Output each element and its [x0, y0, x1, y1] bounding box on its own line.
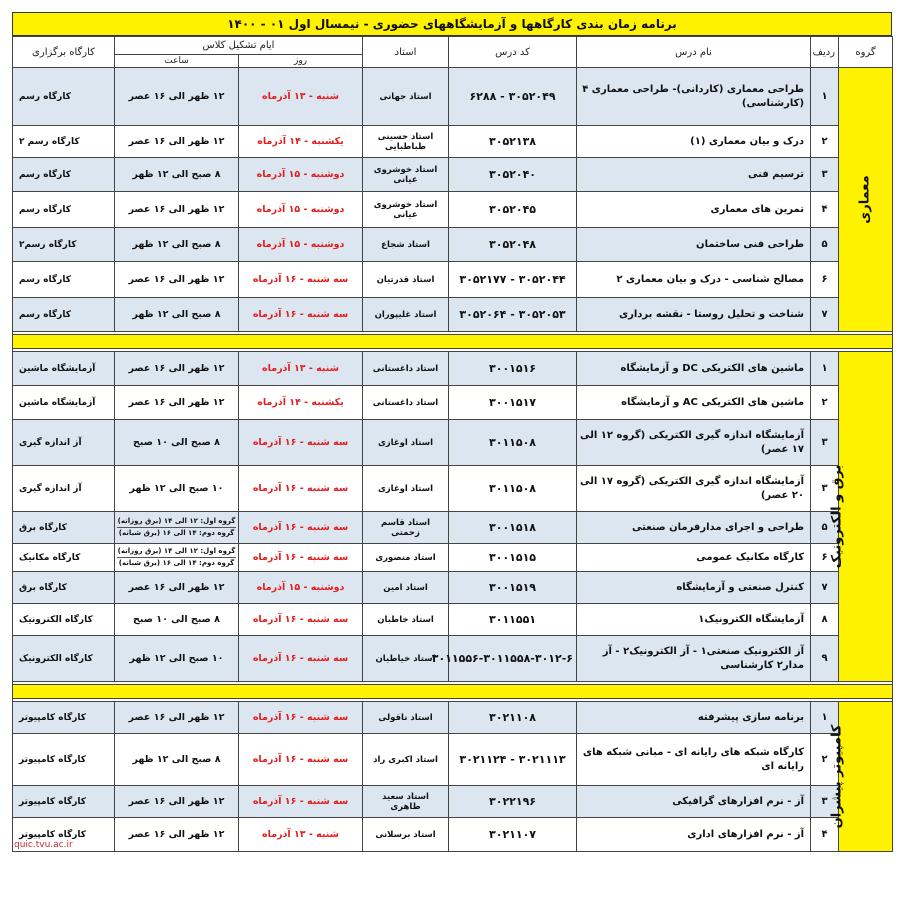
header-day: روز — [239, 55, 363, 68]
header-group: گروه — [839, 37, 893, 68]
course-name: کارگاه مکانیک عمومی — [577, 544, 811, 572]
course-code: ۳۰۵۲۰۴۵ — [449, 192, 577, 228]
course-code: ۳۰۵۲۰۴۴ - ۳۰۵۲۱۷۷ — [449, 262, 577, 298]
row-number: ۵ — [811, 512, 839, 544]
teacher-name: استاد قدرتیان — [363, 262, 449, 298]
header-hour: ساعت — [115, 55, 239, 68]
workshop-name: کارگاه برق — [13, 512, 115, 544]
teacher-name: استاد جهانی — [363, 68, 449, 126]
row-number: ۶ — [811, 544, 839, 572]
class-time: ۸ صبح الی ۱۰ صبح — [115, 604, 239, 636]
header-row-num: ردیف — [811, 37, 839, 68]
workshop-name: کارگاه کامپیوتر — [13, 786, 115, 818]
class-time-group-b: گروه دوم: ۱۴ الی ۱۶ (برق شبانه) — [118, 559, 235, 567]
row-number: ۶ — [811, 262, 839, 298]
class-time: ۸ صبح الی ۱۲ ظهر — [115, 158, 239, 192]
row-number: ۳ — [811, 786, 839, 818]
row-number: ۷ — [811, 298, 839, 332]
group-separator — [13, 335, 893, 349]
course-code: ۳۰۲۱۱۰۷ — [449, 818, 577, 852]
course-code: ۳۰۵۲۰۴۸ — [449, 228, 577, 262]
table-row — [13, 68, 893, 126]
workshop-name: کارگاه رسم — [13, 192, 115, 228]
class-time: ۱۲ ظهر الی ۱۶ عصر — [115, 352, 239, 386]
class-time: ۱۲ ظهر الی ۱۶ عصر — [115, 818, 239, 852]
course-name: تمرین های معماری — [577, 192, 811, 228]
workshop-name: کارگاه رسم — [13, 158, 115, 192]
class-time: ۱۲ ظهر الی ۱۶ عصر — [115, 126, 239, 158]
course-name: طراحی و اجرای مدارفرمان صنعتی — [577, 512, 811, 544]
table-row — [13, 818, 893, 852]
course-code: ۳۰۵۲۱۳۸ — [449, 126, 577, 158]
header-teacher: استاد — [363, 37, 449, 68]
class-time: ۱۲ ظهر الی ۱۶ عصر — [115, 68, 239, 126]
table-row — [13, 126, 893, 158]
workshop-name: کارگاه کامپیوتر — [13, 702, 115, 734]
row-number: ۲ — [811, 126, 839, 158]
group-name: معماری — [857, 175, 873, 224]
class-day: سه شنبه - ۱۶ آذرماه — [239, 420, 363, 466]
row-number: ۳ — [811, 158, 839, 192]
course-name: آزمایشگاه اندازه گیری الکتریکی (گروه ۱۲ الی ۱۷ عصر) — [577, 420, 811, 466]
class-time — [115, 544, 239, 572]
course-code: ۳۰۰۱۵۱۹ — [449, 572, 577, 604]
class-day: دوشنبه - ۱۵ آذرماه — [239, 228, 363, 262]
course-name: آز - نرم افزارهای اداری — [577, 818, 811, 852]
teacher-name: استاد خاطبان — [363, 604, 449, 636]
class-day: سه شنبه - ۱۶ آذرماه — [239, 262, 363, 298]
workshop-name: آزمایشگاه ماشین — [13, 386, 115, 420]
row-number: ۳ — [811, 420, 839, 466]
teacher-name: استاد خیاطیان — [363, 636, 449, 682]
teacher-name: استاد قاسم زحمتی — [363, 512, 449, 544]
class-day: سه شنبه - ۱۶ آذرماه — [239, 512, 363, 544]
row-number: ۴ — [811, 192, 839, 228]
table-row — [13, 636, 893, 682]
row-number: ۸ — [811, 604, 839, 636]
workshop-name: آز اندازه گیری — [13, 420, 115, 466]
teacher-name: استاد غلیپوران — [363, 298, 449, 332]
course-code: ۳۰۱۱۵۵۱ — [449, 604, 577, 636]
table-row — [13, 512, 893, 544]
course-name: آز الکترونیک صنعتی۱ - آز الکترونیک۲ - آز مدار۲ کارشناسی — [577, 636, 811, 682]
teacher-name: استاد ناقولی — [363, 702, 449, 734]
workshop-name: کارگاه رسم — [13, 68, 115, 126]
workshop-name: کارگاه رسم۲ — [13, 228, 115, 262]
class-day: دوشنبه - ۱۵ آذرماه — [239, 192, 363, 228]
teacher-name: استاد امین — [363, 572, 449, 604]
workshop-name: کارگاه کامپیوتر — [13, 818, 115, 852]
class-time: ۱۲ ظهر الی ۱۶ عصر — [115, 786, 239, 818]
course-code: ۳۰۵۲۰۴۰ — [449, 158, 577, 192]
workshop-name: کارگاه مکانیک — [13, 544, 115, 572]
table-row — [13, 544, 893, 572]
class-day: دوشنبه - ۱۵ آذرماه — [239, 158, 363, 192]
class-day: یکشنبه - ۱۴ آذرماه — [239, 126, 363, 158]
group-name: برق و الکترونیک — [829, 464, 845, 569]
course-code: ۳۰۵۲۰۵۳ - ۳۰۵۲۰۶۴ — [449, 298, 577, 332]
course-code: ۳۰۰۱۵۱۶ — [449, 352, 577, 386]
row-number: ۳ — [811, 466, 839, 512]
course-name: ترسیم فنی — [577, 158, 811, 192]
table-row — [13, 262, 893, 298]
course-code: ۳۰۱۱۵۵۶-۳۰۱۱۵۵۸-۳۰۱۲-۶ — [449, 636, 577, 682]
table-row — [13, 786, 893, 818]
table-row — [13, 734, 893, 786]
course-name: کارگاه شبکه های رایانه ای - مبانی شبکه های رایانه ای — [577, 734, 811, 786]
class-day: شنبه - ۱۳ آذرماه — [239, 352, 363, 386]
row-number: ۴ — [811, 818, 839, 852]
class-time: ۸ صبح الی ۱۰ صبح — [115, 420, 239, 466]
row-number: ۵ — [811, 228, 839, 262]
site-watermark: quic.tvu.ac.ir — [14, 840, 73, 850]
schedule-sheet — [12, 12, 892, 852]
course-name: آز - نرم افزارهای گرافیکی — [577, 786, 811, 818]
header-workshop: کارگاه برگزاری — [13, 37, 115, 68]
class-day: سه شنبه - ۱۶ آذرماه — [239, 702, 363, 734]
class-time: ۸ صبح الی ۱۲ ظهر — [115, 298, 239, 332]
workshop-name: کارگاه رسم ۲ — [13, 126, 115, 158]
row-number: ۱ — [811, 68, 839, 126]
course-code: ۳۰۲۱۱۰۸ — [449, 702, 577, 734]
course-code: ۳۰۵۲۰۴۹ - ۶۲۸۸ — [449, 68, 577, 126]
class-time: ۱۲ ظهر الی ۱۶ عصر — [115, 572, 239, 604]
page-title: برنامه زمان بندی کارگاهها و آزمایشگاههای حضوری - نیمسال اول ۰۱ - ۱۴۰۰ — [12, 12, 892, 36]
course-name: مصالح شناسی - درک و بیان معماری ۲ — [577, 262, 811, 298]
class-time-group-a: گروه اول: ۱۲ الی ۱۴ (برق روزانه) — [117, 546, 236, 558]
course-code: ۳۰۲۱۱۱۳ - ۳۰۲۱۱۲۴ — [449, 734, 577, 786]
class-time — [115, 512, 239, 544]
course-code: ۳۰۲۲۱۹۶ — [449, 786, 577, 818]
class-time: ۱۲ ظهر الی ۱۶ عصر — [115, 386, 239, 420]
workshop-name: کارگاه برق — [13, 572, 115, 604]
table-row — [13, 572, 893, 604]
table-row — [13, 386, 893, 420]
workshop-name: کارگاه رسم — [13, 262, 115, 298]
course-name: طراحی فنی ساختمان — [577, 228, 811, 262]
workshop-name: کارگاه الکترونیک — [13, 636, 115, 682]
class-day: سه شنبه - ۱۶ آذرماه — [239, 604, 363, 636]
class-time-group-b: گروه دوم: ۱۴ الی ۱۶ (برق شبانه) — [118, 529, 235, 537]
teacher-name: استاد خوشروی عیانی — [363, 158, 449, 192]
table-row — [13, 298, 893, 332]
group-separator — [13, 685, 893, 699]
schedule-table — [12, 36, 893, 852]
course-name: طراحی معماری (کاردانی)- طراحی معماری ۴ (کارشناسی) — [577, 68, 811, 126]
course-code: ۳۰۰۱۵۱۷ — [449, 386, 577, 420]
course-name: آزمایشگاه الکترونیک۱ — [577, 604, 811, 636]
course-code: ۳۰۱۱۵۰۸ — [449, 420, 577, 466]
header-class-days: ایام تشکیل کلاس — [115, 37, 363, 55]
class-time: ۱۲ ظهر الی ۱۶ عصر — [115, 262, 239, 298]
row-number: ۷ — [811, 572, 839, 604]
class-time: ۱۲ ظهر الی ۱۶ عصر — [115, 702, 239, 734]
class-time: ۸ صبح الی ۱۲ ظهر — [115, 734, 239, 786]
workshop-name: کارگاه کامپیوتر — [13, 734, 115, 786]
teacher-name: استاد سعید طاهری — [363, 786, 449, 818]
course-code: ۳۰۰۱۵۱۸ — [449, 512, 577, 544]
table-row — [13, 466, 893, 512]
course-name: شناخت و تحلیل روستا - نقشه برداری — [577, 298, 811, 332]
table-row — [13, 420, 893, 466]
teacher-name: استاد اوغازی — [363, 466, 449, 512]
table-row — [13, 702, 893, 734]
class-day: شنبه - ۱۳ آذرماه — [239, 68, 363, 126]
course-name: آزمایشگاه اندازه گیری الکتریکی (گروه ۱۷ الی ۲۰ عصر) — [577, 466, 811, 512]
table-row — [13, 158, 893, 192]
table-row — [13, 192, 893, 228]
teacher-name: استاد منصوری — [363, 544, 449, 572]
table-row — [13, 352, 893, 386]
row-number: ۲ — [811, 734, 839, 786]
workshop-name: کارگاه رسم — [13, 298, 115, 332]
teacher-name: استاد اوغازی — [363, 420, 449, 466]
class-day: سه شنبه - ۱۶ آذرماه — [239, 466, 363, 512]
course-name: درک و بیان معماری (۱) — [577, 126, 811, 158]
teacher-name: استاد حسینی طباطبایی — [363, 126, 449, 158]
class-time: ۱۰ صبح الی ۱۲ ظهر — [115, 636, 239, 682]
teacher-name: استاد داغستانی — [363, 386, 449, 420]
schedule-body — [13, 68, 893, 852]
row-number: ۹ — [811, 636, 839, 682]
course-name: ماشین های الکتریکی DC و آزمایشگاه — [577, 352, 811, 386]
teacher-name: استاد خوشروی عیانی — [363, 192, 449, 228]
group-name: کامپیوتر پیشران — [829, 724, 845, 829]
class-day: شنبه - ۱۳ آذرماه — [239, 818, 363, 852]
table-row — [13, 604, 893, 636]
row-number: ۱ — [811, 352, 839, 386]
header-course-name: نام درس — [577, 37, 811, 68]
header-row — [13, 37, 893, 55]
table-row — [13, 228, 893, 262]
class-day: یکشنبه - ۱۴ آذرماه — [239, 386, 363, 420]
course-name: برنامه سازی پیشرفته — [577, 702, 811, 734]
workshop-name: آز اندازه گیری — [13, 466, 115, 512]
class-day: سه شنبه - ۱۶ آذرماه — [239, 544, 363, 572]
class-day: سه شنبه - ۱۶ آذرماه — [239, 636, 363, 682]
class-day: دوشنبه - ۱۵ آذرماه — [239, 572, 363, 604]
class-day: سه شنبه - ۱۶ آذرماه — [239, 786, 363, 818]
course-code: ۳۰۱۱۵۰۸ — [449, 466, 577, 512]
group-name-cell — [829, 702, 893, 852]
teacher-name: استاد برسلانی — [363, 818, 449, 852]
teacher-name: استاد شجاع — [363, 228, 449, 262]
row-number: ۲ — [811, 386, 839, 420]
class-time: ۸ صبح الی ۱۲ ظهر — [115, 228, 239, 262]
class-day: سه شنبه - ۱۶ آذرماه — [239, 734, 363, 786]
group-name-cell — [829, 352, 893, 682]
class-day: سه شنبه - ۱۶ آذرماه — [239, 298, 363, 332]
class-time: ۱۲ ظهر الی ۱۶ عصر — [115, 192, 239, 228]
workshop-name: آزمایشگاه ماشین — [13, 352, 115, 386]
course-name: ماشین های الکتریکی AC و آزمایشگاه — [577, 386, 811, 420]
teacher-name: استاد داغستانی — [363, 352, 449, 386]
course-code: ۳۰۰۱۵۱۵ — [449, 544, 577, 572]
course-name: کنترل صنعتی و آزمایشگاه — [577, 572, 811, 604]
class-time-group-a: گروه اول: ۱۲ الی ۱۴ (برق روزانه) — [117, 516, 236, 528]
group-name-cell — [839, 68, 893, 332]
header-course-code: کد درس — [449, 37, 577, 68]
row-number: ۱ — [811, 702, 839, 734]
class-time: ۱۰ صبح الی ۱۲ ظهر — [115, 466, 239, 512]
teacher-name: استاد اکبری راد — [363, 734, 449, 786]
workshop-name: کارگاه الکترونیک — [13, 604, 115, 636]
